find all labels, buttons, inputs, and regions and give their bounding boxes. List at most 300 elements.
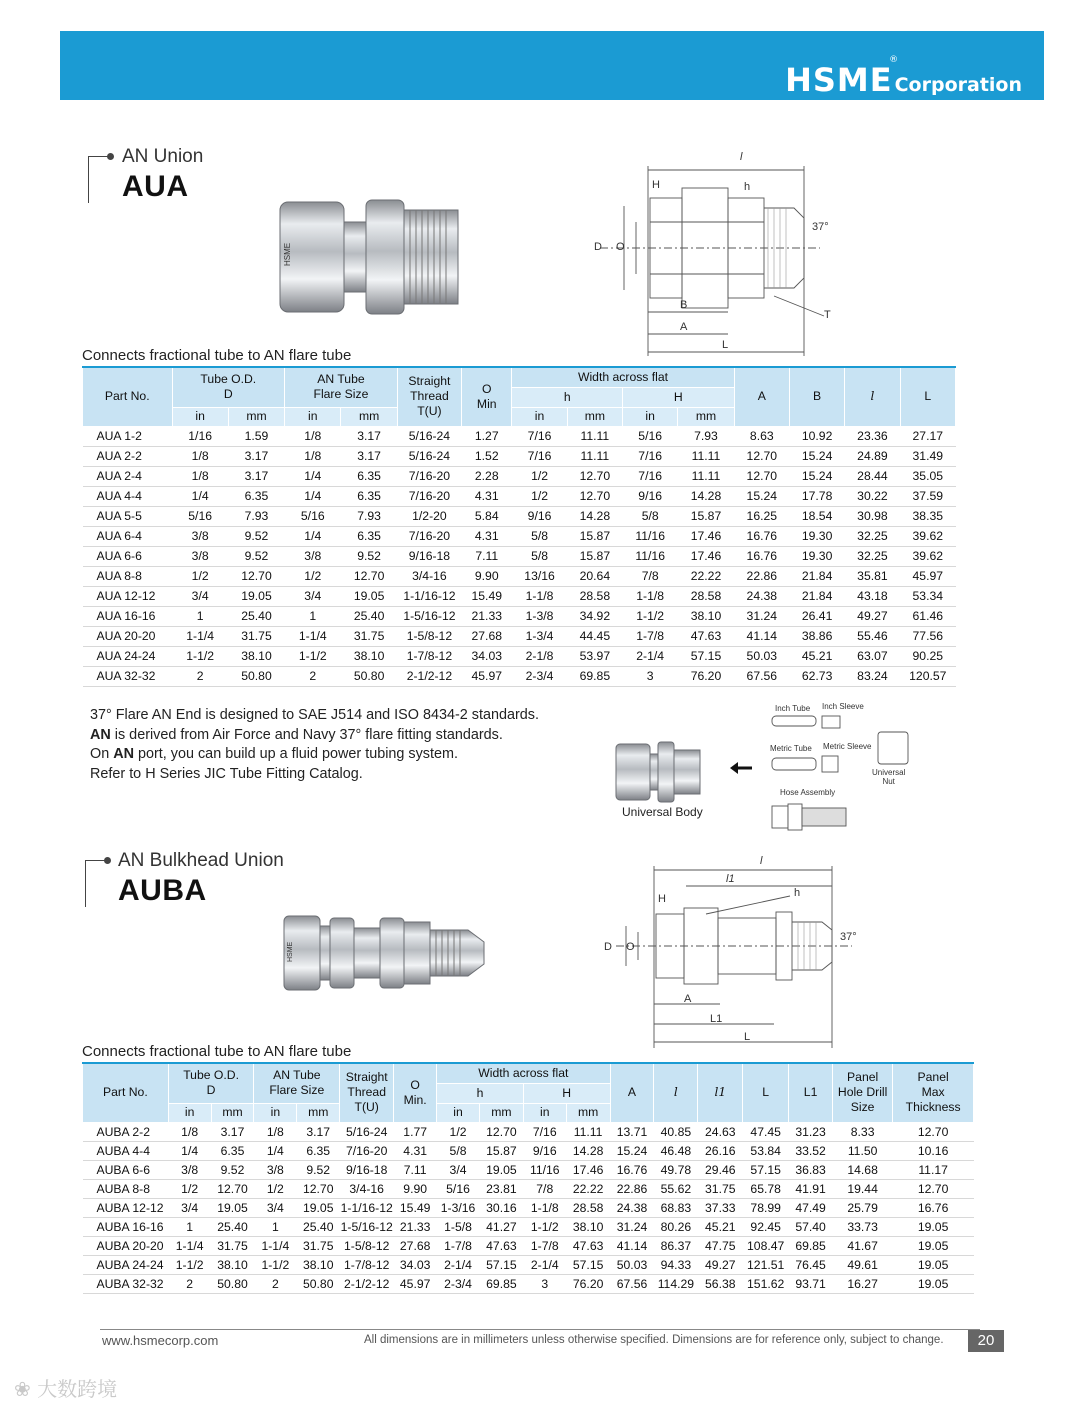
table-cell: 1/16 xyxy=(172,426,228,446)
table-cell: 3/8 xyxy=(254,1160,297,1179)
table-cell: 45.21 xyxy=(698,1217,743,1236)
table-cell: 21.33 xyxy=(462,606,512,626)
table-cell: 22.22 xyxy=(566,1179,610,1198)
table-row xyxy=(83,566,956,586)
table-cell: 43.18 xyxy=(845,586,900,606)
table-cell: 9.52 xyxy=(211,1160,254,1179)
table-cell: 7.93 xyxy=(228,506,284,526)
col-l1: l1 xyxy=(698,1063,743,1122)
table-cell: 19.05 xyxy=(297,1198,340,1217)
aua-dim-D: D xyxy=(594,241,602,253)
table-cell: 12.70 xyxy=(893,1179,974,1198)
table-cell: 2-3/4 xyxy=(512,666,567,686)
table-cell: 1-1/2 xyxy=(623,606,678,626)
table-cell: 108.47 xyxy=(743,1236,789,1255)
table-cell: 57.15 xyxy=(479,1255,523,1274)
table-cell: 23.36 xyxy=(845,426,900,446)
table-cell: 47.75 xyxy=(698,1236,743,1255)
table-cell: 68.83 xyxy=(654,1198,698,1217)
universal-nut-label-2: Nut xyxy=(882,777,895,786)
section-bullet xyxy=(104,857,111,864)
table-row xyxy=(83,1122,974,1141)
table-cell: 50.03 xyxy=(610,1255,654,1274)
col-tube-od xyxy=(168,1063,254,1103)
thickness-label: Thickness xyxy=(905,1100,961,1115)
table-cell: 3/8 xyxy=(168,1160,211,1179)
auba-dim-H: H xyxy=(658,893,666,905)
part-number-cell: AUA 16-16 xyxy=(83,606,173,626)
note-line-2 xyxy=(90,726,590,746)
table-cell: 25.79 xyxy=(833,1198,893,1217)
table-cell: 1 xyxy=(168,1217,211,1236)
table-cell: 76.45 xyxy=(789,1255,833,1274)
table-cell: 11/16 xyxy=(623,526,678,546)
table-row xyxy=(83,626,956,646)
table-cell: 1-5/8-12 xyxy=(340,1236,394,1255)
table-cell: 5/16 xyxy=(285,506,341,526)
table-cell: 1 xyxy=(172,606,228,626)
table-cell: 2 xyxy=(254,1274,297,1293)
unit-in: in xyxy=(254,1103,297,1122)
table-cell: 5/16-24 xyxy=(397,426,461,446)
section-bracket xyxy=(88,156,111,203)
table-cell: 80.26 xyxy=(654,1217,698,1236)
table-cell: 57.15 xyxy=(678,646,734,666)
aua-spec-table xyxy=(82,366,956,687)
panel-label: Panel xyxy=(917,1070,949,1085)
part-number-cell: AUBA 24-24 xyxy=(83,1255,169,1274)
aua-technical-drawing xyxy=(580,146,840,360)
table-cell: 12.70 xyxy=(297,1179,340,1198)
table-cell: 57.15 xyxy=(566,1255,610,1274)
table-cell: 11.11 xyxy=(678,446,734,466)
table-cell: 10.16 xyxy=(893,1141,974,1160)
table-cell: 15.24 xyxy=(789,446,844,466)
table-cell: 46.48 xyxy=(654,1141,698,1160)
table-cell: 35.05 xyxy=(900,466,955,486)
table-cell: 13/16 xyxy=(512,566,567,586)
table-cell: 1-1/8 xyxy=(523,1198,566,1217)
part-number-cell: AUA 2-2 xyxy=(83,446,173,466)
table-cell: 83.24 xyxy=(845,666,900,686)
table-cell: 55.62 xyxy=(654,1179,698,1198)
unit-mm: mm xyxy=(228,407,284,426)
table-cell: 31.75 xyxy=(341,626,397,646)
footer-rule xyxy=(100,1329,980,1330)
table-cell: 12.70 xyxy=(567,486,622,506)
table-cell: 6.35 xyxy=(228,486,284,506)
table-cell: 1/8 xyxy=(168,1122,211,1141)
table-cell: 22.22 xyxy=(678,566,734,586)
col-panel-thickness xyxy=(893,1063,974,1122)
table-cell: 5/8 xyxy=(623,506,678,526)
table-cell: 24.38 xyxy=(734,586,789,606)
auba-product-marking: HSME xyxy=(287,941,294,962)
table-row xyxy=(83,426,956,446)
table-cell: 23.81 xyxy=(479,1179,523,1198)
table-cell: 19.05 xyxy=(479,1160,523,1179)
table-cell: 14.68 xyxy=(833,1160,893,1179)
table-cell: 11.11 xyxy=(567,446,622,466)
part-number-cell: AUA 32-32 xyxy=(83,666,173,686)
table-cell: 3/8 xyxy=(285,546,341,566)
footer-disclaimer: All dimensions are in millimeters unless otherwise specified. Dimensions are for reference only, subject to change. xyxy=(364,1334,944,1346)
table-cell: 1 xyxy=(285,606,341,626)
table-cell: 12.70 xyxy=(734,466,789,486)
table-cell: 22.86 xyxy=(734,566,789,586)
table-cell: 2-1/4 xyxy=(523,1255,566,1274)
tube-od-label: Tube O.D. xyxy=(200,372,257,387)
table-cell: 26.16 xyxy=(698,1141,743,1160)
table-cell: 19.05 xyxy=(228,586,284,606)
table-cell: 38.10 xyxy=(297,1255,340,1274)
part-number-cell: AUA 4-4 xyxy=(83,486,173,506)
straight-label: Straight xyxy=(408,374,451,389)
brand-logo xyxy=(785,55,1022,99)
table-cell: 47.63 xyxy=(678,626,734,646)
col-tube-od xyxy=(172,367,285,407)
registered-mark: ® xyxy=(889,55,899,65)
table-cell: 1-7/8 xyxy=(437,1236,480,1255)
col-h: h xyxy=(437,1083,524,1103)
straight-label: Straight xyxy=(345,1070,388,1085)
table-cell: 2-1/2-12 xyxy=(340,1274,394,1293)
col-thread xyxy=(340,1063,394,1122)
col-A: A xyxy=(734,367,789,426)
col-H: H xyxy=(523,1083,610,1103)
table-cell: 5/16 xyxy=(623,426,678,446)
auba-table-body xyxy=(83,1122,974,1293)
universal-body-image xyxy=(612,738,722,804)
table-cell: 11/16 xyxy=(623,546,678,566)
table-cell: 9/16 xyxy=(523,1141,566,1160)
table-cell: 6.35 xyxy=(211,1141,254,1160)
table-cell: 25.40 xyxy=(341,606,397,626)
col-width-flat: Width across flat xyxy=(437,1063,610,1083)
table-cell: 1/4 xyxy=(168,1141,211,1160)
table-cell: 67.56 xyxy=(610,1274,654,1293)
col-L1: L1 xyxy=(789,1063,833,1122)
note-line-3 xyxy=(90,745,590,765)
aua-section-title: AN Union xyxy=(122,146,204,167)
table-cell: 5/8 xyxy=(437,1141,480,1160)
auba-dim-h: h xyxy=(794,887,801,899)
part-number-cell: AUA 8-8 xyxy=(83,566,173,586)
part-number-cell: AUBA 20-20 xyxy=(83,1236,169,1255)
note-line-4: Refer to H Series JIC Tube Fitting Catalog. xyxy=(90,765,363,782)
table-cell: 20.64 xyxy=(567,566,622,586)
table-cell: 19.05 xyxy=(893,1255,974,1274)
table-cell: 9.52 xyxy=(341,546,397,566)
table-cell: 4.31 xyxy=(462,526,512,546)
table-row xyxy=(83,506,956,526)
table-cell: 69.85 xyxy=(479,1274,523,1293)
table-cell: 2-1/8 xyxy=(512,646,567,666)
table-cell: 27.68 xyxy=(462,626,512,646)
part-number-cell: AUA 20-20 xyxy=(83,626,173,646)
table-cell: 7/16-20 xyxy=(340,1141,394,1160)
table-cell: 3/8 xyxy=(172,546,228,566)
max-label: Max xyxy=(921,1085,945,1100)
table-cell: 1/4 xyxy=(172,486,228,506)
table-cell: 3/4 xyxy=(172,586,228,606)
table-cell: 7.93 xyxy=(678,426,734,446)
part-number-cell: AUA 6-6 xyxy=(83,546,173,566)
table-cell: 16.76 xyxy=(734,526,789,546)
table-cell: 1/8 xyxy=(172,446,228,466)
table-cell: 3/4 xyxy=(254,1198,297,1217)
part-number-cell: AUA 12-12 xyxy=(83,586,173,606)
table-cell: 38.10 xyxy=(341,646,397,666)
metric-tube-label: Metric Tube xyxy=(770,744,812,753)
table-cell: 5/16 xyxy=(172,506,228,526)
table-cell: 31.24 xyxy=(734,606,789,626)
table-cell: 27.68 xyxy=(394,1236,437,1255)
table-cell: 45.97 xyxy=(394,1274,437,1293)
part-number-cell: AUA 2-4 xyxy=(83,466,173,486)
table-cell: 10.92 xyxy=(789,426,844,446)
auba-product-image xyxy=(280,912,490,994)
table-cell: 1/8 xyxy=(285,446,341,466)
thread-label: Thread xyxy=(410,389,449,404)
table-cell: 50.80 xyxy=(341,666,397,686)
table-cell: 31.75 xyxy=(297,1236,340,1255)
unit-mm: mm xyxy=(297,1103,340,1122)
table-cell: 28.44 xyxy=(845,466,900,486)
table-cell: 56.38 xyxy=(698,1274,743,1293)
table-cell: 1-7/8 xyxy=(523,1236,566,1255)
table-cell: 1/2 xyxy=(512,466,567,486)
part-number-cell: AUBA 32-32 xyxy=(83,1274,169,1293)
table-cell: 45.97 xyxy=(462,666,512,686)
table-cell: 3.17 xyxy=(211,1122,254,1141)
table-cell: 61.46 xyxy=(900,606,955,626)
table-cell: 50.03 xyxy=(734,646,789,666)
inch-sleeve-label: Inch Sleeve xyxy=(822,702,864,711)
table-cell: 12.70 xyxy=(228,566,284,586)
table-cell: 15.24 xyxy=(734,486,789,506)
table-cell: 1/8 xyxy=(172,466,228,486)
thread-label: Thread xyxy=(347,1085,386,1100)
table-cell: 12.70 xyxy=(341,566,397,586)
footer-url[interactable]: www.hsmecorp.com xyxy=(102,1333,219,1348)
note-bold-an: AN xyxy=(90,726,111,743)
table-cell: 4.31 xyxy=(394,1141,437,1160)
aua-caption: Connects fractional tube to AN flare tube xyxy=(82,347,352,364)
table-cell: 28.58 xyxy=(567,586,622,606)
table-cell: 19.30 xyxy=(789,526,844,546)
table-cell: 5/16-24 xyxy=(340,1122,394,1141)
table-cell: 35.81 xyxy=(845,566,900,586)
table-cell: 9/16 xyxy=(623,486,678,506)
table-cell: 1.27 xyxy=(462,426,512,446)
table-cell: 21.33 xyxy=(394,1217,437,1236)
col-l: l xyxy=(845,367,900,426)
table-cell: 47.49 xyxy=(789,1198,833,1217)
table-cell: 17.46 xyxy=(678,526,734,546)
table-cell: 1/4 xyxy=(285,486,341,506)
table-cell: 15.87 xyxy=(479,1141,523,1160)
table-cell: 1-7/8-12 xyxy=(397,646,461,666)
aua-dim-B: B xyxy=(680,299,688,311)
table-cell: 11.11 xyxy=(566,1122,610,1141)
col-o-min xyxy=(394,1063,437,1122)
section-bullet xyxy=(107,153,114,160)
table-cell: 1-5/16-12 xyxy=(340,1217,394,1236)
table-cell: 2 xyxy=(168,1274,211,1293)
table-cell: 8.63 xyxy=(734,426,789,446)
table-cell: 16.27 xyxy=(833,1274,893,1293)
table-cell: 12.70 xyxy=(567,466,622,486)
table-cell: 1-1/4 xyxy=(254,1236,297,1255)
page-number: 20 xyxy=(968,1330,1004,1352)
auba-dim-l: l xyxy=(760,855,763,867)
unit-in: in xyxy=(172,407,228,426)
col-o-min xyxy=(462,367,512,426)
table-cell: 16.25 xyxy=(734,506,789,526)
table-cell: 92.45 xyxy=(743,1217,789,1236)
table-cell: 31.75 xyxy=(698,1179,743,1198)
unit-in: in xyxy=(512,407,567,426)
table-cell: 1 xyxy=(254,1217,297,1236)
table-row xyxy=(83,466,956,486)
table-cell: 21.84 xyxy=(789,586,844,606)
table-cell: 7/16 xyxy=(523,1122,566,1141)
table-cell: 1-1/2 xyxy=(254,1255,297,1274)
table-row xyxy=(83,446,956,466)
watermark-logo-icon: ❀ xyxy=(14,1377,31,1401)
col-L: L xyxy=(900,367,955,426)
table-cell: 37.59 xyxy=(900,486,955,506)
table-cell: 1-1/16-12 xyxy=(340,1198,394,1217)
table-cell: 31.75 xyxy=(228,626,284,646)
table-cell: 27.17 xyxy=(900,426,955,446)
note-text: On xyxy=(90,746,114,762)
table-cell: 6.35 xyxy=(297,1141,340,1160)
table-cell: 38.10 xyxy=(228,646,284,666)
table-cell: 17.78 xyxy=(789,486,844,506)
table-cell: 9/16 xyxy=(512,506,567,526)
table-cell: 50.80 xyxy=(211,1274,254,1293)
table-cell: 5/16 xyxy=(437,1179,480,1198)
table-cell: 3 xyxy=(623,666,678,686)
brand-sub: Corporation xyxy=(894,74,1022,96)
table-cell: 41.14 xyxy=(610,1236,654,1255)
table-cell: 11.11 xyxy=(567,426,622,446)
table-cell: 7/16-20 xyxy=(397,466,461,486)
table-cell: 26.41 xyxy=(789,606,844,626)
part-number-cell: AUBA 8-8 xyxy=(83,1179,169,1198)
table-row xyxy=(83,1160,974,1179)
auba-dim-angle: 37° xyxy=(840,931,857,943)
unit-in: in xyxy=(168,1103,211,1122)
table-cell: 3/4-16 xyxy=(340,1179,394,1198)
min-label: Min. xyxy=(403,1092,427,1107)
table-cell: 1.52 xyxy=(462,446,512,466)
table-cell: 6.35 xyxy=(341,466,397,486)
table-cell: 19.05 xyxy=(341,586,397,606)
table-cell: 7/16 xyxy=(512,426,567,446)
flare-size-label: Flare Size xyxy=(313,387,369,402)
table-cell: 34.92 xyxy=(567,606,622,626)
table-cell: 15.87 xyxy=(567,526,622,546)
table-cell: 19.05 xyxy=(893,1236,974,1255)
table-cell: 1-3/8 xyxy=(512,606,567,626)
table-cell: 2-3/4 xyxy=(437,1274,480,1293)
table-cell: 24.63 xyxy=(698,1122,743,1141)
header-banner xyxy=(60,31,1044,100)
table-cell: 19.05 xyxy=(893,1217,974,1236)
table-cell: 53.34 xyxy=(900,586,955,606)
aua-dim-A: A xyxy=(680,321,688,333)
aua-table-body xyxy=(83,426,956,686)
o-label: O xyxy=(410,1077,420,1092)
inch-tube-label: Inch Tube xyxy=(775,704,811,713)
table-row xyxy=(83,526,956,546)
table-cell: 11.50 xyxy=(833,1141,893,1160)
table-cell: 37.33 xyxy=(698,1198,743,1217)
part-number-cell: AUBA 16-16 xyxy=(83,1217,169,1236)
table-cell: 9/16-18 xyxy=(340,1160,394,1179)
table-cell: 12.70 xyxy=(211,1179,254,1198)
table-cell: 7/16 xyxy=(623,466,678,486)
auba-dim-A: A xyxy=(684,993,692,1005)
unit-in: in xyxy=(623,407,678,426)
col-part-no: Part No. xyxy=(83,1063,169,1122)
col-an-tube xyxy=(254,1063,340,1103)
table-cell: 2 xyxy=(285,666,341,686)
table-cell: 67.56 xyxy=(734,666,789,686)
table-cell: 1-5/8-12 xyxy=(397,626,461,646)
table-cell: 5.84 xyxy=(462,506,512,526)
section-bracket xyxy=(85,860,108,907)
table-cell: 1/8 xyxy=(285,426,341,446)
table-cell: 9.90 xyxy=(462,566,512,586)
table-row xyxy=(83,546,956,566)
table-cell: 3.17 xyxy=(341,446,397,466)
aua-product-marking: HSME xyxy=(283,242,292,266)
table-row xyxy=(83,586,956,606)
min-label: Min xyxy=(476,396,497,411)
table-cell: 1/2-20 xyxy=(397,506,461,526)
table-cell: 151.62 xyxy=(743,1274,789,1293)
table-cell: 19.05 xyxy=(211,1198,254,1217)
table-cell: 94.33 xyxy=(654,1255,698,1274)
table-cell: 9/16-18 xyxy=(397,546,461,566)
note-text: port, you can build up a fluid power tubing system. xyxy=(134,746,458,762)
table-cell: 21.84 xyxy=(789,566,844,586)
table-cell: 41.27 xyxy=(479,1217,523,1236)
table-cell: 49.61 xyxy=(833,1255,893,1274)
table-cell: 7.93 xyxy=(341,506,397,526)
table-row xyxy=(83,666,956,686)
table-cell: 17.46 xyxy=(678,546,734,566)
table-cell: 62.73 xyxy=(789,666,844,686)
table-cell: 1-3/4 xyxy=(512,626,567,646)
aua-section-code: AUA xyxy=(122,170,189,203)
table-cell: 13.71 xyxy=(610,1122,654,1141)
table-cell: 38.86 xyxy=(789,626,844,646)
unit-in: in xyxy=(285,407,341,426)
table-cell: 1/8 xyxy=(254,1122,297,1141)
table-cell: 30.22 xyxy=(845,486,900,506)
table-cell: 39.62 xyxy=(900,526,955,546)
table-cell: 1.77 xyxy=(394,1122,437,1141)
table-cell: 38.10 xyxy=(566,1217,610,1236)
col-part-no: Part No. xyxy=(83,367,173,426)
watermark xyxy=(14,1373,117,1402)
table-cell: 45.97 xyxy=(900,566,955,586)
